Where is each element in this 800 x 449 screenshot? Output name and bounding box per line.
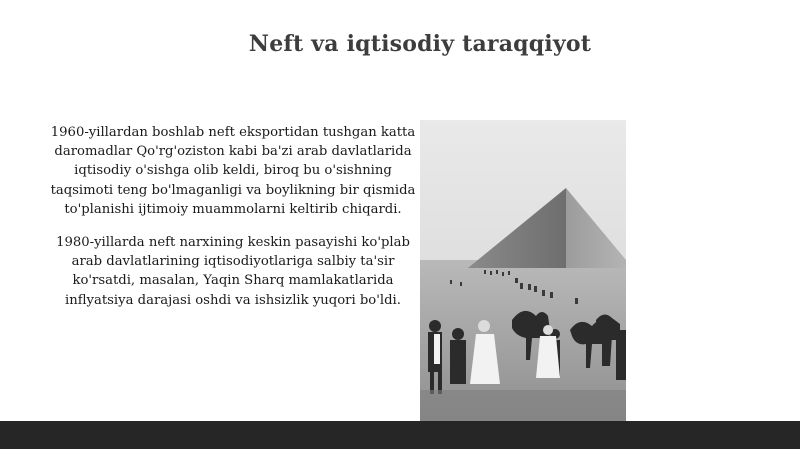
pyramid-caravan-photo — [420, 120, 626, 421]
paragraph-1: 1960-yillardan boshlab neft eksportidan tushgan katta daromadlar Qo'rg'oziston kabi ba'zi arab davlatlarida iqtisodiy o'sishga olib keldi, biroq bu o'sishning taqsimoti teng bo'lmaganligi va boylikning bir qismida to'planishi ijtimoiy muammolarni keltirib chiqardi. — [50, 125, 416, 217]
photo-illustration — [420, 120, 626, 421]
slide-body — [48, 123, 418, 324]
paragraph-2: 1980-yillarda neft narxining keskin pasayishi ko'plab arab davlatlarining iqtisodiyotlariga salbiy ta'sir ko'rsatdi, masalan, Yaqin Sharq mamlakatlarida inflyatsiya darajasi oshdi va ishsizlik yuqori bo'ldi. — [56, 235, 410, 308]
footer-bar — [0, 421, 800, 449]
slide-title: Neft va iqtisodiy taraqqiyot — [248, 31, 592, 57]
